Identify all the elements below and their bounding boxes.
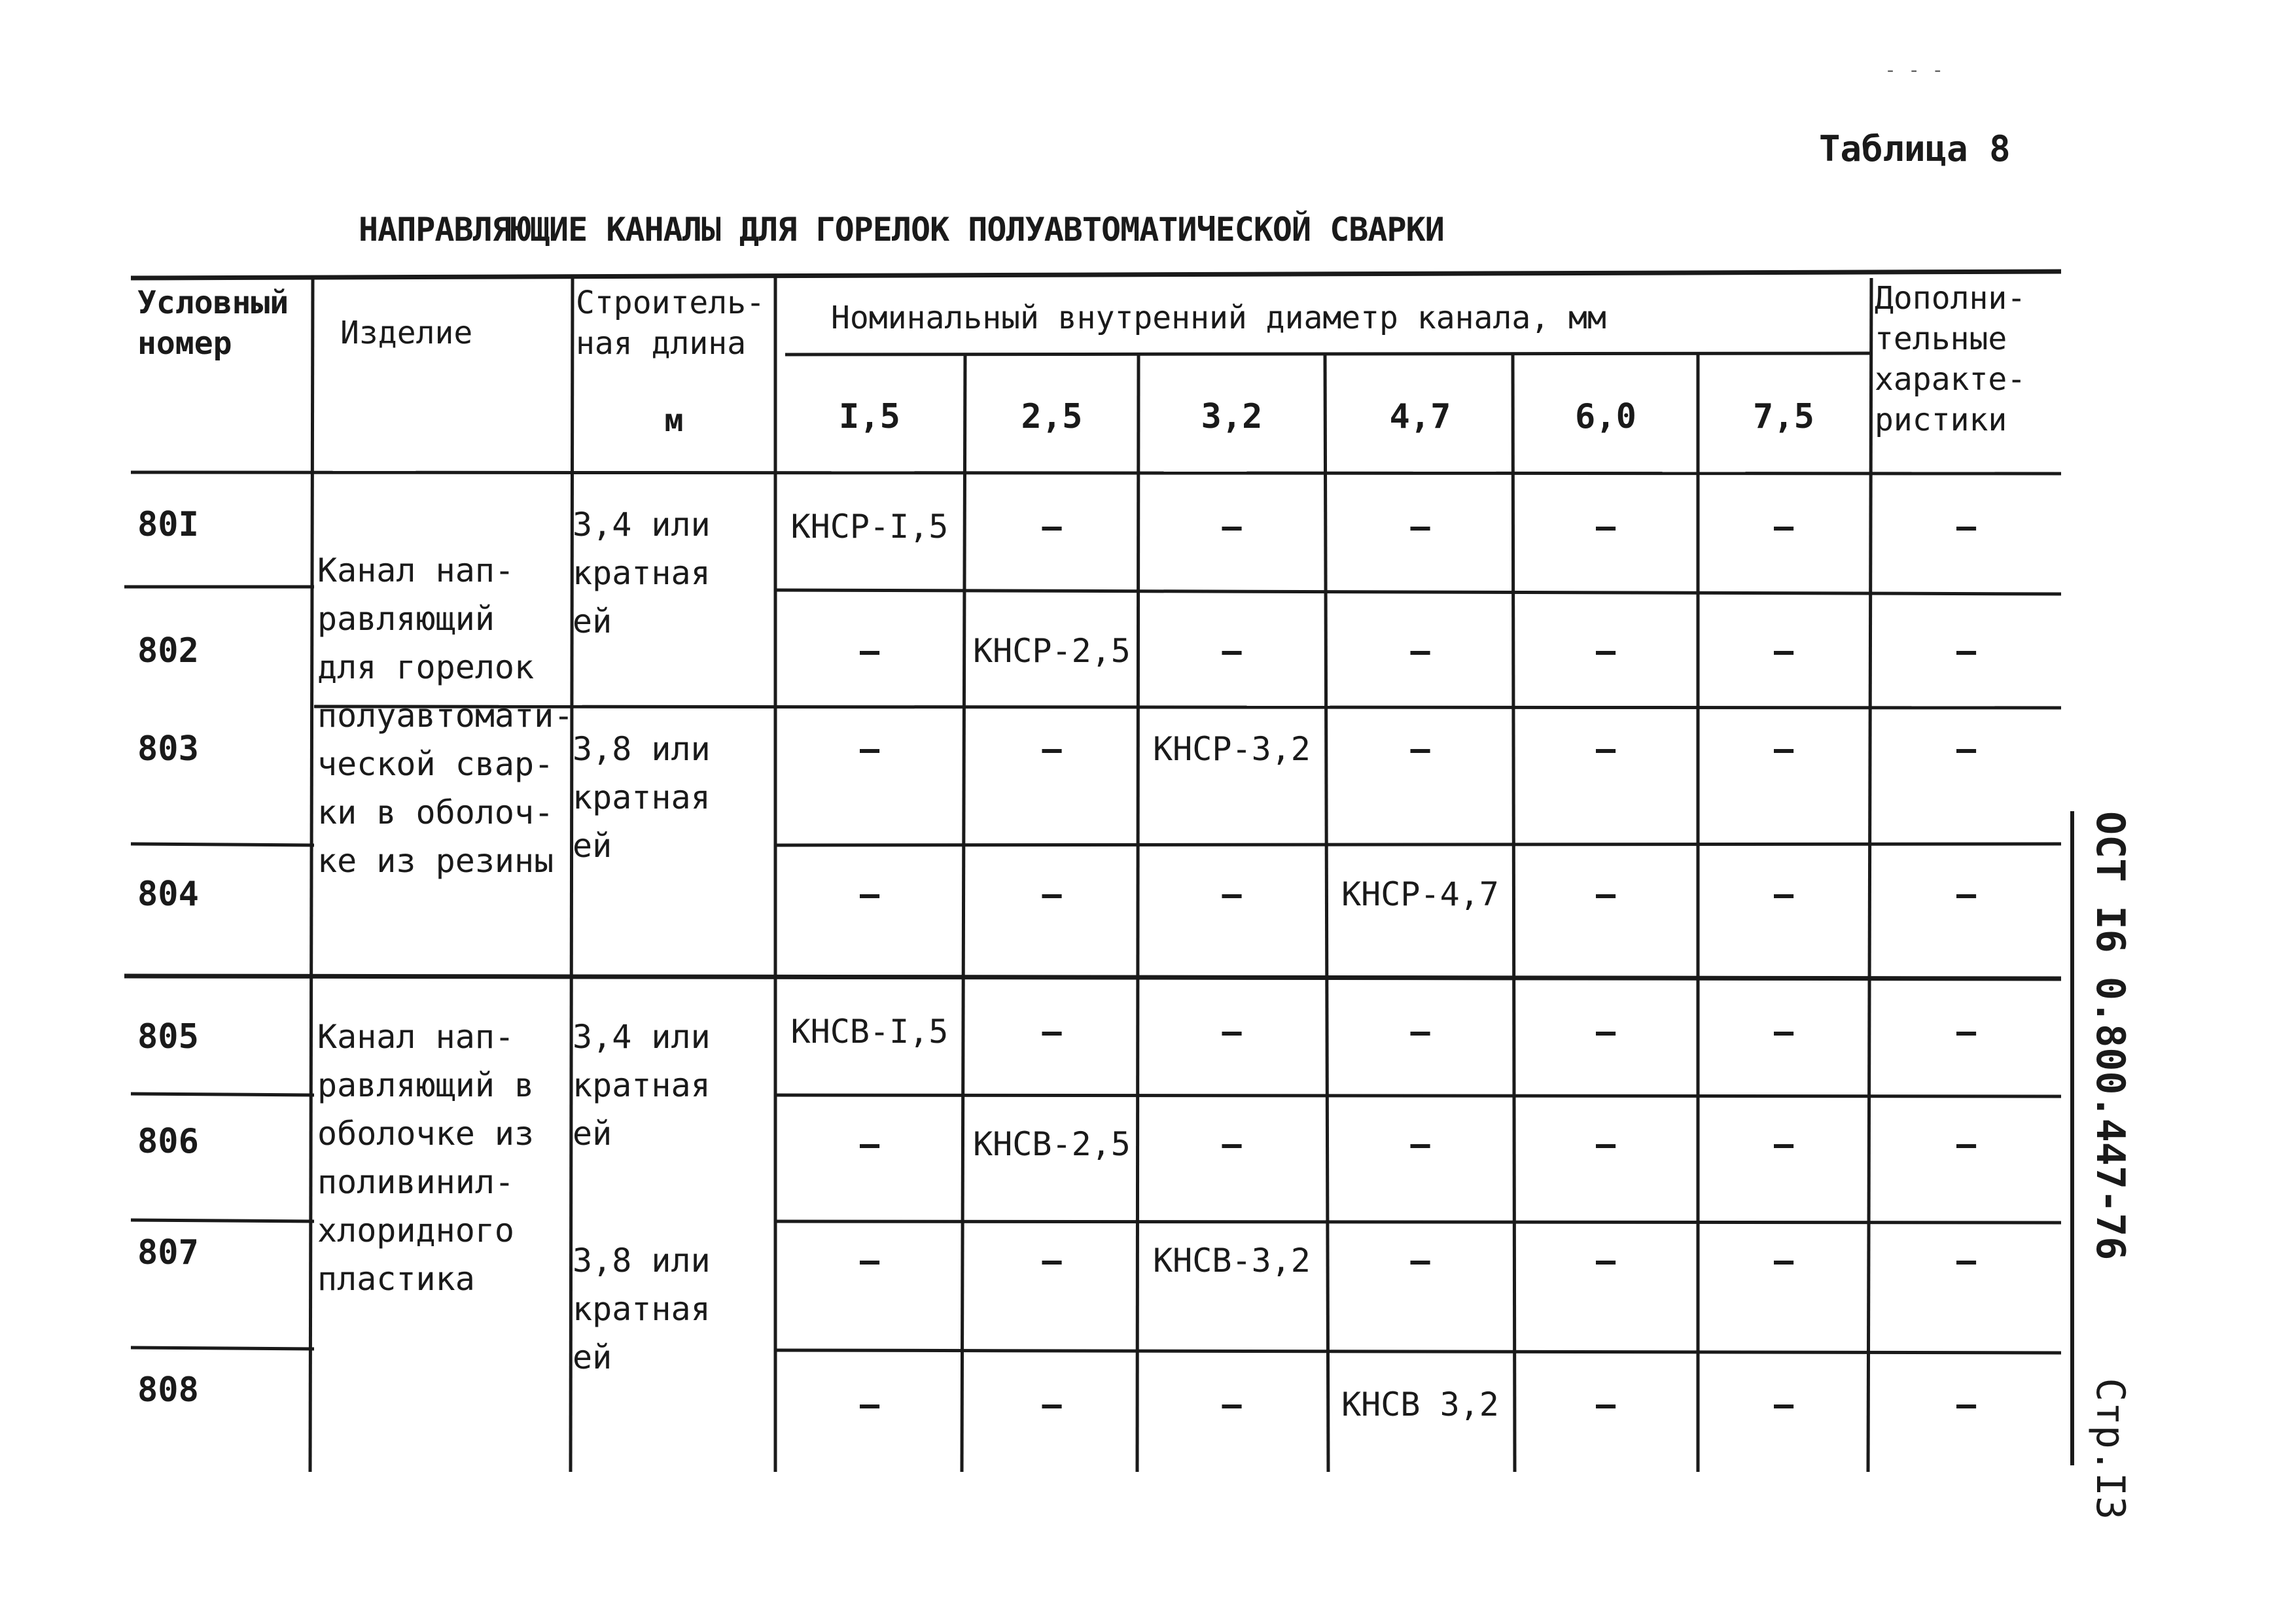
table-cell: – bbox=[1595, 875, 1616, 913]
table-cell: – bbox=[1222, 508, 1242, 546]
table-cell: – bbox=[1956, 632, 1977, 670]
document-title: НАПРАВЛЯЮЩИЕ КАНАЛЫ ДЛЯ ГОРЕЛОК ПОЛУАВТОМАТИЧЕСКОЙ СВАРКИ bbox=[359, 211, 1444, 249]
table-cell: – bbox=[859, 875, 880, 913]
table-cell: КНСР-2,5 bbox=[973, 632, 1131, 670]
header-diameter-1: I,5 bbox=[839, 397, 900, 436]
row-number: 802 bbox=[137, 631, 199, 671]
table-cell: – bbox=[1222, 1125, 1242, 1163]
table-cell: – bbox=[1773, 1386, 1794, 1423]
group-2-length-b: 3,8 или кратная ей bbox=[573, 1242, 711, 1376]
table-cell: – bbox=[1222, 1386, 1242, 1423]
header-diameter-6: 7,5 bbox=[1753, 397, 1814, 436]
table-cell: – bbox=[1956, 730, 1977, 768]
table-cell: – bbox=[1595, 730, 1616, 768]
row-number: 80I bbox=[137, 505, 199, 544]
table-cell: – bbox=[1042, 1013, 1062, 1051]
table-cell: – bbox=[1773, 508, 1794, 546]
table-cell: – bbox=[1773, 730, 1794, 768]
header-diameter-3: 3,2 bbox=[1201, 397, 1263, 436]
table-cell: – bbox=[1410, 508, 1430, 546]
side-stamp bbox=[2070, 811, 2146, 1520]
header-number: Условный номер bbox=[137, 285, 289, 362]
table-cell: КНСВ-2,5 bbox=[973, 1125, 1131, 1163]
table-cell: – bbox=[1410, 1242, 1430, 1280]
table-cell: КНСВ-I,5 bbox=[790, 1013, 949, 1051]
table-cell: – bbox=[1042, 875, 1062, 913]
header-product: Изделие bbox=[340, 315, 473, 351]
row-number: 803 bbox=[137, 729, 199, 769]
row-number: 805 bbox=[137, 1017, 199, 1056]
table-cell: КНСР-I,5 bbox=[790, 508, 949, 546]
table-cell: – bbox=[1410, 1125, 1430, 1163]
group-2-product: Канал нап- равляющий в оболочке из поливинил- хлоридного пластика bbox=[317, 1018, 535, 1298]
table-cell: КНСВ 3,2 bbox=[1341, 1386, 1499, 1423]
row-number: 804 bbox=[137, 875, 199, 914]
table-cell: – bbox=[1773, 1242, 1794, 1280]
table-cell: – bbox=[859, 1386, 880, 1423]
table-cell: – bbox=[1595, 1013, 1616, 1051]
table-cell: – bbox=[1956, 508, 1977, 546]
table-cell: – bbox=[1410, 730, 1430, 768]
table-cell: – bbox=[1410, 632, 1430, 670]
table-cell: – bbox=[1956, 875, 1977, 913]
table-cell: – bbox=[1595, 1386, 1616, 1423]
header-diameter-4: 4,7 bbox=[1389, 397, 1451, 436]
group-2-length-a: 3,4 или кратная ей bbox=[573, 1018, 711, 1153]
table-cell: – bbox=[1773, 1125, 1794, 1163]
table-cell: КНСВ-3,2 bbox=[1153, 1242, 1311, 1280]
table-cell: КНСР-3,2 bbox=[1153, 730, 1311, 768]
table-cell: – bbox=[1042, 730, 1062, 768]
table-cell: – bbox=[1222, 1013, 1242, 1051]
row-number: 806 bbox=[137, 1122, 199, 1161]
group-1-length-a: 3,4 или кратная ей bbox=[573, 506, 711, 640]
header-length: Строитель- ная длина bbox=[576, 285, 765, 362]
table-cell: – bbox=[1595, 632, 1616, 670]
table-cell: – bbox=[1956, 1125, 1977, 1163]
table-cell: – bbox=[859, 1125, 880, 1163]
table-cell: – bbox=[1956, 1013, 1977, 1051]
header-extra: Дополни- тельные характе- ристики bbox=[1875, 280, 2026, 438]
row-number: 807 bbox=[137, 1233, 199, 1272]
group-1-product: Канал нап- равляющий для горелок полуавтомати- ческой свар- ки в оболоч- ке из резины bbox=[317, 551, 574, 880]
table-cell: – bbox=[859, 730, 880, 768]
table-cell: – bbox=[1956, 1242, 1977, 1280]
header-diameter-group: Номинальный внутренний диаметр канала, мм bbox=[831, 300, 1606, 336]
table-cell: – bbox=[1956, 1386, 1977, 1423]
table-cell: – bbox=[1773, 632, 1794, 670]
page-number: Стр.I3 bbox=[2087, 1378, 2133, 1520]
table-cell: – bbox=[1042, 1386, 1062, 1423]
corner-marks: - - - bbox=[1884, 59, 1944, 82]
table-cell: – bbox=[1595, 508, 1616, 546]
table-cell: – bbox=[859, 1242, 880, 1280]
table-cell: – bbox=[1773, 1013, 1794, 1051]
group-1-length-b: 3,8 или кратная ей bbox=[573, 730, 711, 865]
table-cell: КНСР-4,7 bbox=[1341, 875, 1499, 913]
row-number: 808 bbox=[137, 1370, 199, 1410]
table-cell: – bbox=[1222, 632, 1242, 670]
table-cell: – bbox=[1773, 875, 1794, 913]
table-cell: – bbox=[1222, 875, 1242, 913]
standard-code: ОСТ I6 0.800.447-76 bbox=[2087, 811, 2133, 1261]
header-diameter-2: 2,5 bbox=[1021, 397, 1083, 436]
table-cell: – bbox=[1042, 1242, 1062, 1280]
header-length-unit: м bbox=[664, 402, 684, 439]
header-diameter-5: 6,0 bbox=[1575, 397, 1636, 436]
table-cell: – bbox=[1042, 508, 1062, 546]
table-cell: – bbox=[1595, 1242, 1616, 1280]
table-cell: – bbox=[1595, 1125, 1616, 1163]
table-cell: – bbox=[859, 632, 880, 670]
table-label: Таблица 8 bbox=[1819, 128, 2011, 169]
table-cell: – bbox=[1410, 1013, 1430, 1051]
